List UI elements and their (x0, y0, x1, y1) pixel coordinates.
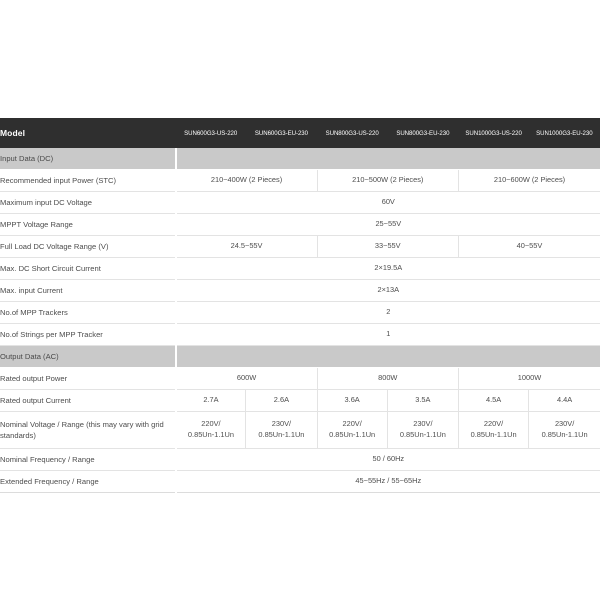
cell-value-line-2: 0.85Un-1.1Un (187, 430, 234, 439)
cell-value-line: 1 (386, 329, 391, 339)
data-cell (176, 390, 246, 412)
data-cell (529, 412, 600, 449)
section-title: Input Data (DC) (0, 148, 176, 170)
section-row (0, 346, 600, 368)
cell-value-line: 220V/ (483, 419, 504, 429)
table-row (0, 236, 600, 258)
row-label: Nominal Frequency / Range (0, 449, 176, 471)
cell-value-line: 3.6A (344, 395, 360, 405)
table-row (0, 471, 600, 493)
row-label: Recommended input Power (STC) (0, 170, 176, 192)
cell-value-line: 210~600W (2 Pieces) (493, 175, 566, 185)
table-row (0, 258, 600, 280)
row-label: MPPT Voltage Range (0, 214, 176, 236)
data-cell (176, 412, 246, 449)
table-row (0, 280, 600, 302)
row-label: Rated output Power (0, 368, 176, 390)
row-label: Nominal Voltage / Range (this may vary with grid standards) (0, 412, 176, 449)
model-header-cell-1: SUN600G3-US-220 (176, 118, 246, 148)
row-label: Full Load DC Voltage Range (V) (0, 236, 176, 258)
data-cell (176, 368, 317, 390)
data-cell (458, 170, 600, 192)
data-cell (387, 390, 458, 412)
data-cell (176, 170, 317, 192)
cell-value-line: 60V (381, 197, 395, 207)
cell-value-line: 2×19.5A (374, 263, 403, 273)
cell-value-line: 4.4A (556, 395, 573, 405)
cell-value-line: 25~55V (375, 219, 402, 229)
row-label: No.of MPP Trackers (0, 302, 176, 324)
data-cell (317, 170, 458, 192)
cell-value-line: 230V/ (413, 419, 433, 429)
row-label: Maximum input DC Voltage (0, 192, 176, 214)
cell-value-line: 3.5A (415, 395, 431, 405)
data-cell (387, 412, 458, 449)
cell-value-line: 230V/ (554, 419, 575, 429)
data-cell (317, 368, 458, 390)
cell-value-line: 2.7A (203, 395, 219, 405)
table-row (0, 170, 600, 192)
cell-value-line: 1000W (517, 373, 542, 383)
data-cell (246, 412, 317, 449)
cell-value-line: 50 / 60Hz (372, 454, 405, 464)
section-fill (176, 346, 600, 368)
data-cell (176, 302, 600, 324)
cell-value-line: 800W (378, 373, 398, 383)
cell-value-line: 24.5~55V (230, 241, 263, 251)
cell-value-line: 220V/ (201, 419, 221, 429)
cell-value-line-2: 0.85Un-1.1Un (470, 430, 517, 439)
row-label: No.of Strings per MPP Tracker (0, 324, 176, 346)
data-cell (458, 236, 600, 258)
cell-value-line: 210~500W (2 Pieces) (352, 175, 424, 185)
data-cell (176, 449, 600, 471)
data-cell (176, 471, 600, 493)
model-header-cell-5: SUN1000G3-US-220 (458, 118, 528, 148)
cell-value-line: 2.6A (273, 395, 290, 405)
row-label: Extended Frequency / Range (0, 471, 176, 493)
table-row (0, 390, 600, 412)
row-label: Max. input Current (0, 280, 176, 302)
data-cell (317, 390, 387, 412)
section-row (0, 148, 600, 170)
cell-value-line: 33~55V (374, 241, 401, 251)
data-cell (529, 390, 600, 412)
table-row (0, 214, 600, 236)
section-fill (176, 148, 600, 170)
cell-value-line: 4.5A (485, 395, 502, 405)
data-cell (176, 192, 600, 214)
data-cell (317, 412, 387, 449)
data-cell (458, 390, 528, 412)
cell-value-line: 40~55V (516, 241, 543, 251)
row-label: Rated output Current (0, 390, 176, 412)
data-cell (317, 236, 458, 258)
cell-value-line-2: 0.85Un-1.1Un (258, 430, 305, 439)
specification-table (0, 118, 600, 493)
cell-value-line: 230V/ (271, 419, 292, 429)
table-row (0, 368, 600, 390)
cell-value-line-2: 0.85Un-1.1Un (329, 430, 376, 439)
model-header-cell-6: SUN1000G3-EU-230 (529, 118, 600, 148)
model-header-row (0, 118, 600, 148)
data-cell (458, 412, 528, 449)
section-title: Output Data (AC) (0, 346, 176, 368)
cell-value-line-2: 0.85Un-1.1Un (541, 430, 588, 439)
cell-value-line: 2 (386, 307, 391, 317)
cell-value-line: 220V/ (342, 419, 362, 429)
data-cell (176, 258, 600, 280)
cell-value-line: 210~400W (2 Pieces) (210, 175, 283, 185)
model-header-cell-3: SUN800G3-US-220 (317, 118, 387, 148)
cell-value-line: 600W (236, 373, 257, 383)
data-cell (176, 236, 317, 258)
cell-value-line: 2×13A (377, 285, 400, 295)
model-header-cell-4: SUN800G3-EU-230 (387, 118, 458, 148)
table-row (0, 192, 600, 214)
model-header-label: Model (0, 118, 176, 148)
row-label: Max. DC Short Circuit Current (0, 258, 176, 280)
data-cell (458, 368, 600, 390)
table-row (0, 302, 600, 324)
data-cell (176, 324, 600, 346)
cell-value-line: 45~55Hz / 55~65Hz (355, 476, 422, 486)
table-row (0, 324, 600, 346)
table-row (0, 412, 600, 449)
table-row (0, 449, 600, 471)
cell-value-line-2: 0.85Un-1.1Un (399, 430, 446, 439)
table-body (0, 118, 600, 493)
data-cell (246, 390, 317, 412)
data-cell (176, 214, 600, 236)
data-cell (176, 280, 600, 302)
model-header-cell-2: SUN600G3-EU-230 (246, 118, 317, 148)
